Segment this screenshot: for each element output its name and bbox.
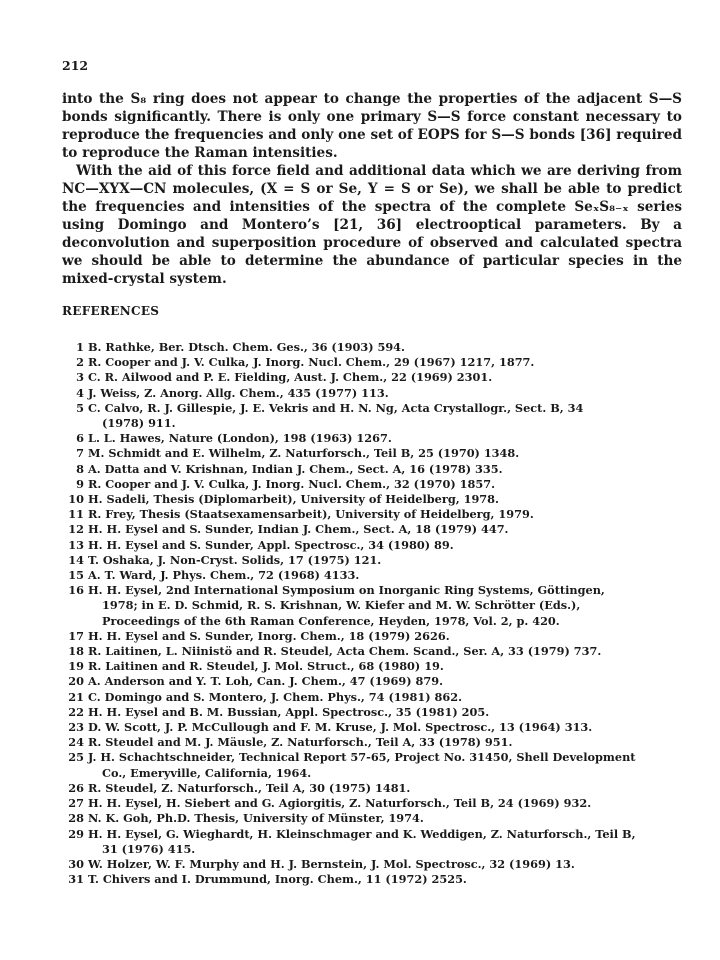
reference-number: 16 — [68, 583, 84, 598]
reference-line: C. Domingo and S. Montero, J. Chem. Phys., 74 (1981) 862. — [88, 689, 463, 704]
reference-text — [88, 735, 692, 750]
reference-line: H. H. Eysel and S. Sunder, Indian J. Chem., Sect. A, 18 (1979) 447. — [88, 522, 509, 537]
reference-item — [62, 659, 692, 674]
reference-line: R. Frey, Thesis (Staatsexamensarbeit), University of Heidelberg, 1979. — [88, 507, 534, 522]
paragraph: With the aid of this force field and additional data which we are deriving from NC—XYX—CN molecules, (X = S or Se, Y = S or Se), we shall be able to predict the frequencies and intensities of the spectra of the complete SeₓS₈₋ₓ series using Domingo and Montero’s [21, 36] electrooptical parameters. By a deconvolution and superposition procedure of observed and calculated spectra we should be able to determine the abundance of particular species in the mixed-crystal system. — [62, 163, 682, 287]
reference-text — [88, 462, 692, 477]
reference-item — [62, 811, 692, 826]
reference-item — [62, 750, 692, 780]
reference-text — [88, 492, 692, 507]
reference-text — [88, 750, 692, 780]
reference-line: W. Holzer, W. F. Murphy and H. J. Bernstein, J. Mol. Spectrosc., 32 (1969) 13. — [88, 856, 575, 871]
reference-item — [62, 553, 692, 568]
reference-item — [62, 401, 692, 431]
reference-number: 10 — [68, 492, 84, 507]
reference-text — [88, 583, 692, 629]
reference-line: H. H. Eysel, G. Wieghardt, H. Kleinschmager and K. Weddigen, Z. Naturforsch., Teil B, — [88, 826, 636, 841]
reference-text — [88, 720, 692, 735]
reference-item — [62, 340, 692, 355]
reference-text — [88, 629, 692, 644]
reference-item — [62, 720, 692, 735]
reference-number: 25 — [68, 750, 84, 765]
reference-text — [88, 811, 692, 826]
reference-number: 20 — [68, 674, 84, 689]
reference-text — [88, 857, 692, 872]
reference-line: T. Oshaka, J. Non-Cryst. Solids, 17 (1975) 121. — [88, 552, 382, 567]
reference-item — [62, 796, 692, 811]
reference-line: R. Laitinen and R. Steudel, J. Mol. Struct., 68 (1980) 19. — [88, 659, 444, 674]
reference-text — [88, 690, 692, 705]
reference-number: 1 — [76, 340, 84, 354]
reference-text — [88, 355, 692, 370]
reference-item — [62, 690, 692, 705]
reference-number: 4 — [76, 385, 84, 400]
page-number: 212 — [62, 58, 89, 73]
reference-text — [88, 386, 692, 401]
reference-line: D. W. Scott, J. P. McCullough and F. M. Kruse, J. Mol. Spectrosc., 13 (1964) 313. — [88, 720, 593, 735]
reference-number: 22 — [68, 704, 84, 719]
reference-line: R. Steudel and M. J. Mäusle, Z. Naturforsch., Teil A, 33 (1978) 951. — [88, 735, 513, 750]
reference-number: 9 — [76, 476, 84, 491]
reference-number: 7 — [76, 446, 84, 461]
reference-line: 31 (1976) 415. — [102, 841, 196, 856]
reference-text — [88, 872, 692, 887]
reference-number: 18 — [68, 644, 84, 659]
reference-number: 21 — [68, 689, 84, 704]
reference-number: 28 — [68, 811, 84, 826]
reference-number: 15 — [68, 568, 84, 583]
reference-number: 24 — [68, 735, 84, 750]
reference-item — [62, 644, 692, 659]
reference-line: H. H. Eysel and S. Sunder, Inorg. Chem., 18 (1979) 2626. — [88, 628, 450, 643]
reference-item — [62, 446, 692, 461]
reference-text — [88, 431, 692, 446]
reference-number: 13 — [68, 537, 84, 552]
reference-item — [62, 492, 692, 507]
reference-text — [88, 659, 692, 674]
reference-item — [62, 355, 692, 370]
reference-number: 30 — [68, 856, 84, 871]
reference-text — [88, 796, 692, 811]
reference-item — [62, 857, 692, 872]
reference-line: H. H. Eysel and B. M. Bussian, Appl. Spectrosc., 35 (1981) 205. — [88, 704, 490, 719]
reference-text — [88, 705, 692, 720]
reference-line: Co., Emeryville, California, 1964. — [102, 765, 312, 780]
reference-line: R. Cooper and J. V. Culka, J. Inorg. Nucl. Chem., 32 (1970) 1857. — [88, 476, 496, 491]
reference-text — [88, 674, 692, 689]
reference-text — [88, 553, 692, 568]
reference-number: 14 — [68, 552, 84, 567]
reference-text — [88, 370, 692, 385]
reference-line: (1978) 911. — [102, 416, 176, 431]
reference-item — [62, 735, 692, 750]
reference-line: A. Anderson and Y. T. Loh, Can. J. Chem., 47 (1969) 879. — [88, 674, 444, 689]
reference-text — [88, 522, 692, 537]
reference-item — [62, 522, 692, 537]
reference-number: 17 — [68, 628, 84, 643]
reference-text — [88, 477, 692, 492]
reference-number: 26 — [68, 780, 84, 795]
reference-item — [62, 674, 692, 689]
reference-text — [88, 781, 692, 796]
reference-item — [62, 827, 692, 857]
reference-line: R. Steudel, Z. Naturforsch., Teil A, 30 (1975) 1481. — [88, 780, 411, 795]
reference-line: C. Calvo, R. J. Gillespie, J. E. Vekris and H. N. Ng, Acta Crystallogr., Sect. B, 34 — [88, 400, 584, 415]
reference-line: H. H. Eysel and S. Sunder, Appl. Spectrosc., 34 (1980) 89. — [88, 537, 454, 552]
reference-number: 31 — [68, 872, 84, 887]
reference-line: R. Laitinen, L. Niinistö and R. Steudel, Acta Chem. Scand., Ser. A, 33 (1979) 737. — [88, 644, 602, 659]
reference-item — [62, 629, 692, 644]
reference-number: 11 — [68, 507, 84, 522]
reference-number: 29 — [68, 826, 84, 841]
reference-line: 1978; in E. D. Schmid, R. S. Krishnan, W. Kiefer and M. W. Schrötter (Eds.), — [102, 598, 581, 613]
reference-text — [88, 644, 692, 659]
reference-item — [62, 477, 692, 492]
reference-line: M. Schmidt and E. Wilhelm, Z. Naturforsch., Teil B, 25 (1970) 1348. — [88, 446, 520, 461]
reference-line: L. L. Hawes, Nature (London), 198 (1963) 1267. — [88, 431, 392, 446]
reference-number: 27 — [68, 796, 84, 811]
reference-line: H. H. Eysel, H. Siebert and G. Agiorgitis, Z. Naturforsch., Teil B, 24 (1969) 932. — [88, 796, 592, 811]
reference-number: 6 — [76, 431, 84, 446]
reference-item — [62, 568, 692, 583]
reference-line: C. R. Ailwood and P. E. Fielding, Aust. J. Chem., 22 (1969) 2301. — [88, 370, 493, 385]
reference-text — [88, 827, 692, 857]
reference-line: T. Chivers and I. Drummund, Inorg. Chem., 11 (1972) 2525. — [88, 872, 467, 887]
references-heading: REFERENCES — [62, 304, 160, 318]
reference-text — [88, 446, 692, 461]
reference-item — [62, 431, 692, 446]
reference-item — [62, 872, 692, 887]
reference-list — [62, 340, 692, 887]
reference-item — [62, 462, 692, 477]
reference-line: Proceedings of the 6th Raman Conference, Heyden, 1978, Vol. 2, p. 420. — [102, 613, 560, 628]
reference-text — [88, 538, 692, 553]
reference-item — [62, 781, 692, 796]
reference-number: 3 — [76, 370, 84, 385]
reference-number: 8 — [76, 461, 84, 476]
reference-item — [62, 386, 692, 401]
reference-line: H. Sadeli, Thesis (Diplomarbeit), University of Heidelberg, 1978. — [88, 492, 499, 507]
reference-text — [88, 340, 692, 355]
reference-number: 23 — [68, 720, 84, 735]
reference-line: J. Weiss, Z. Anorg. Allg. Chem., 435 (1977) 113. — [88, 385, 389, 400]
reference-line: A. T. Ward, J. Phys. Chem., 72 (1968) 4133. — [88, 568, 360, 583]
reference-line: H. H. Eysel, 2nd International Symposium on Inorganic Ring Systems, Göttingen, — [88, 583, 605, 598]
reference-line: N. K. Goh, Ph.D. Thesis, University of Münster, 1974. — [88, 811, 424, 826]
reference-number: 2 — [76, 355, 84, 370]
paragraph: into the S₈ ring does not appear to change the properties of the adjacent S—S bonds significantly. There is only one primary S—S force constant necessary to reproduce the frequencies and only one set of EOPS for S—S bonds [36] required to reproduce the Raman intensities. — [62, 91, 682, 161]
reference-item — [62, 370, 692, 385]
reference-item — [62, 538, 692, 553]
reference-line: J. H. Schachtschneider, Technical Report 57-65, Project No. 31450, Shell Development — [88, 750, 636, 765]
reference-number: 5 — [76, 400, 84, 415]
reference-text — [88, 568, 692, 583]
reference-text — [88, 507, 692, 522]
reference-line: R. Cooper and J. V. Culka, J. Inorg. Nucl. Chem., 29 (1967) 1217, 1877. — [88, 355, 535, 370]
reference-line: B. Rathke, Ber. Dtsch. Chem. Ges., 36 (1903) 594. — [88, 340, 405, 354]
reference-item — [62, 583, 692, 629]
reference-number: 19 — [68, 659, 84, 674]
reference-item — [62, 705, 692, 720]
body-text — [62, 90, 682, 288]
reference-item — [62, 507, 692, 522]
reference-number: 12 — [68, 522, 84, 537]
reference-text — [88, 401, 692, 431]
reference-line: A. Datta and V. Krishnan, Indian J. Chem., Sect. A, 16 (1978) 335. — [88, 461, 503, 476]
